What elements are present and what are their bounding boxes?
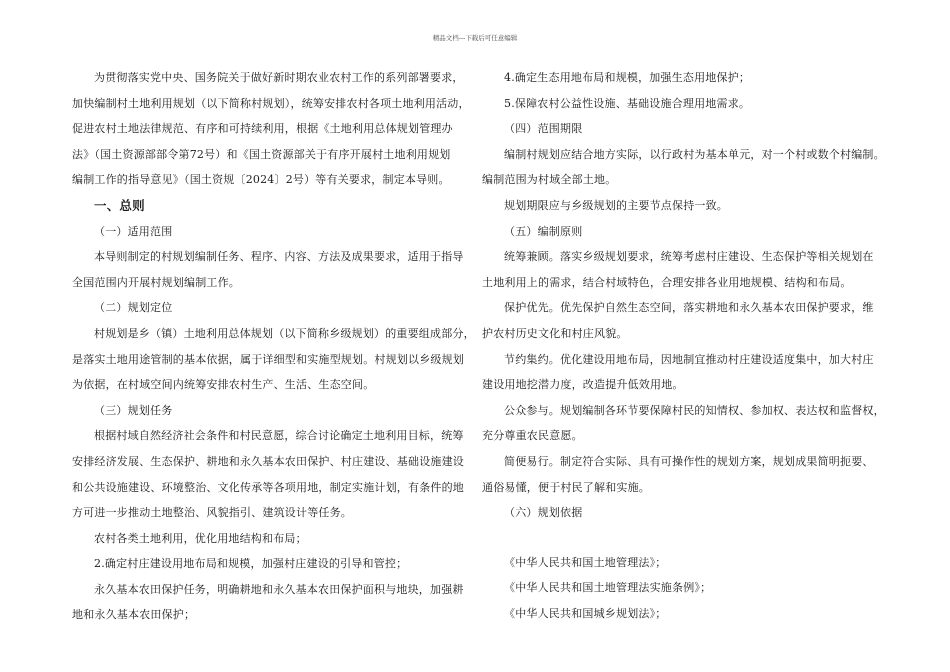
text-line: 通俗易懂，便于村民了解和实施。 (482, 480, 650, 494)
text-line: 本导则制定的村规划编制任务、程序、内容、方法及成果要求，适用于指导 (94, 250, 464, 264)
text-line: 5.保障农村公益性设施、基础设施合理用地需求。 (504, 96, 751, 110)
text-line: 和公共设施建设、环境整治、文化传承等各项用地，制定实施计划，有条件的地 (72, 480, 464, 494)
text-line: 护农村历史文化和村庄风貌。 (482, 326, 628, 340)
blank-line (482, 526, 884, 550)
right-column (482, 65, 884, 626)
text-line: 为依据，在村域空间内统筹安排农村生产、生活、生态空间。 (72, 378, 375, 392)
text-line: 节约集约。优化建设用地布局，因地制宜推动村庄建设适度集中，加大村庄 (504, 352, 874, 366)
left-column (72, 65, 475, 628)
text-line: 《中华人民共和国城乡规划法》； (504, 606, 667, 620)
text-line: 简便易行。制定符合实际、具有可操作性的规划方案，规划成果简明扼要、 (504, 454, 874, 468)
text-line: 农村各类土地利用，优化用地结构和布局； (94, 531, 307, 545)
text-line: 土地利用上的需求，结合村域特色，合理安排各业用地规模、结构和布局。 (482, 275, 852, 289)
text-line: 加快编制村土地利用规划（以下简称村规划），统筹安排农村各项土地利用活动， (72, 96, 470, 110)
section-heading: 一、总则 (94, 197, 145, 213)
text-line: 地和永久基本农田保护； (72, 608, 196, 622)
text-line: 编制工作的指导意见》（国土资规〔2024〕2号）等有关要求，制定本导则。 (72, 173, 450, 187)
text-line: 法》（国土资源部部令第72号）和《国土资源部关于有序开展村土地利用规划 (72, 147, 451, 161)
section-heading: （三）规划任务 (94, 403, 173, 417)
text-line: 安排经济发展、生态保护、耕地和永久基本农田保护、村庄建设、基础设施建设 (72, 454, 464, 468)
text-line: 公众参与。规划编制各环节要保障村民的知情权、参加权、表达权和监督权， (504, 403, 885, 417)
text-line: 充分尊重农民意愿。 (482, 429, 583, 443)
text-line: 为贯彻落实党中央、国务院关于做好新时期农业农村工作的系列部署要求， (94, 71, 464, 84)
section-heading: （六）规划依据 (504, 506, 583, 520)
text-line: 4.确定生态用地布局和规模，加强生态用地保护； (504, 71, 751, 84)
text-line: 编制村规划应结合地方实际，以行政村为基本单元，对一个村或数个村编制。 (504, 147, 885, 161)
section-heading: （二）规划定位 (94, 301, 173, 315)
text-line: 2.确定村庄建设用地布局和规模，加强村庄建设的引导和管控； (94, 557, 408, 571)
text-line: 促进农村土地法律规范、有序和可持续利用，根据《土地利用总体规划管理办 (72, 122, 453, 136)
text-line: 《中华人民共和国土地管理法实施条例》； (504, 581, 712, 595)
text-line: 编制范围为村域全部土地。 (482, 173, 617, 187)
text-line: 永久基本农田保护任务，明确耕地和永久基本农田保护面积与地块，加强耕 (94, 582, 464, 596)
section-heading: （四）范围期限 (504, 122, 583, 136)
text-line: 《中华人民共和国土地管理法》； (504, 555, 667, 569)
text-line: 保护优先。优先保护自然生态空间，落实耕地和永久基本农田保护要求，维 (504, 301, 874, 315)
text-line: 是落实土地用途管制的基本依据，属于详细型和实施型规划。村规划以乡级规划 (72, 352, 464, 366)
text-line: 村规划是乡（镇）土地利用总体规划（以下简称乡级规划）的重要组成部分， (94, 326, 475, 340)
text-line: 方可进一步推动土地整治、风貌指引、建筑设计等任务。 (72, 506, 352, 520)
page-header: 精品文档---下载后可任意编辑 (432, 34, 518, 42)
text-line: 全国范围内开展村规划编制工作。 (72, 275, 240, 289)
section-heading: （一）适用范围 (94, 224, 173, 238)
text-line: 根据村域自然经济社会条件和村民意愿，综合讨论确定土地利用目标，统筹 (94, 429, 464, 443)
section-heading: （五）编制原则 (504, 224, 583, 238)
text-line: 规划期限应与乡级规划的主要节点保持一致。 (504, 198, 728, 212)
text-line: 统筹兼顾。落实乡级规划要求，统筹考虑村庄建设、生态保护等相关规划在 (504, 250, 874, 264)
text-line: 建设用地挖潜力度，改造提升低效用地。 (482, 378, 684, 392)
